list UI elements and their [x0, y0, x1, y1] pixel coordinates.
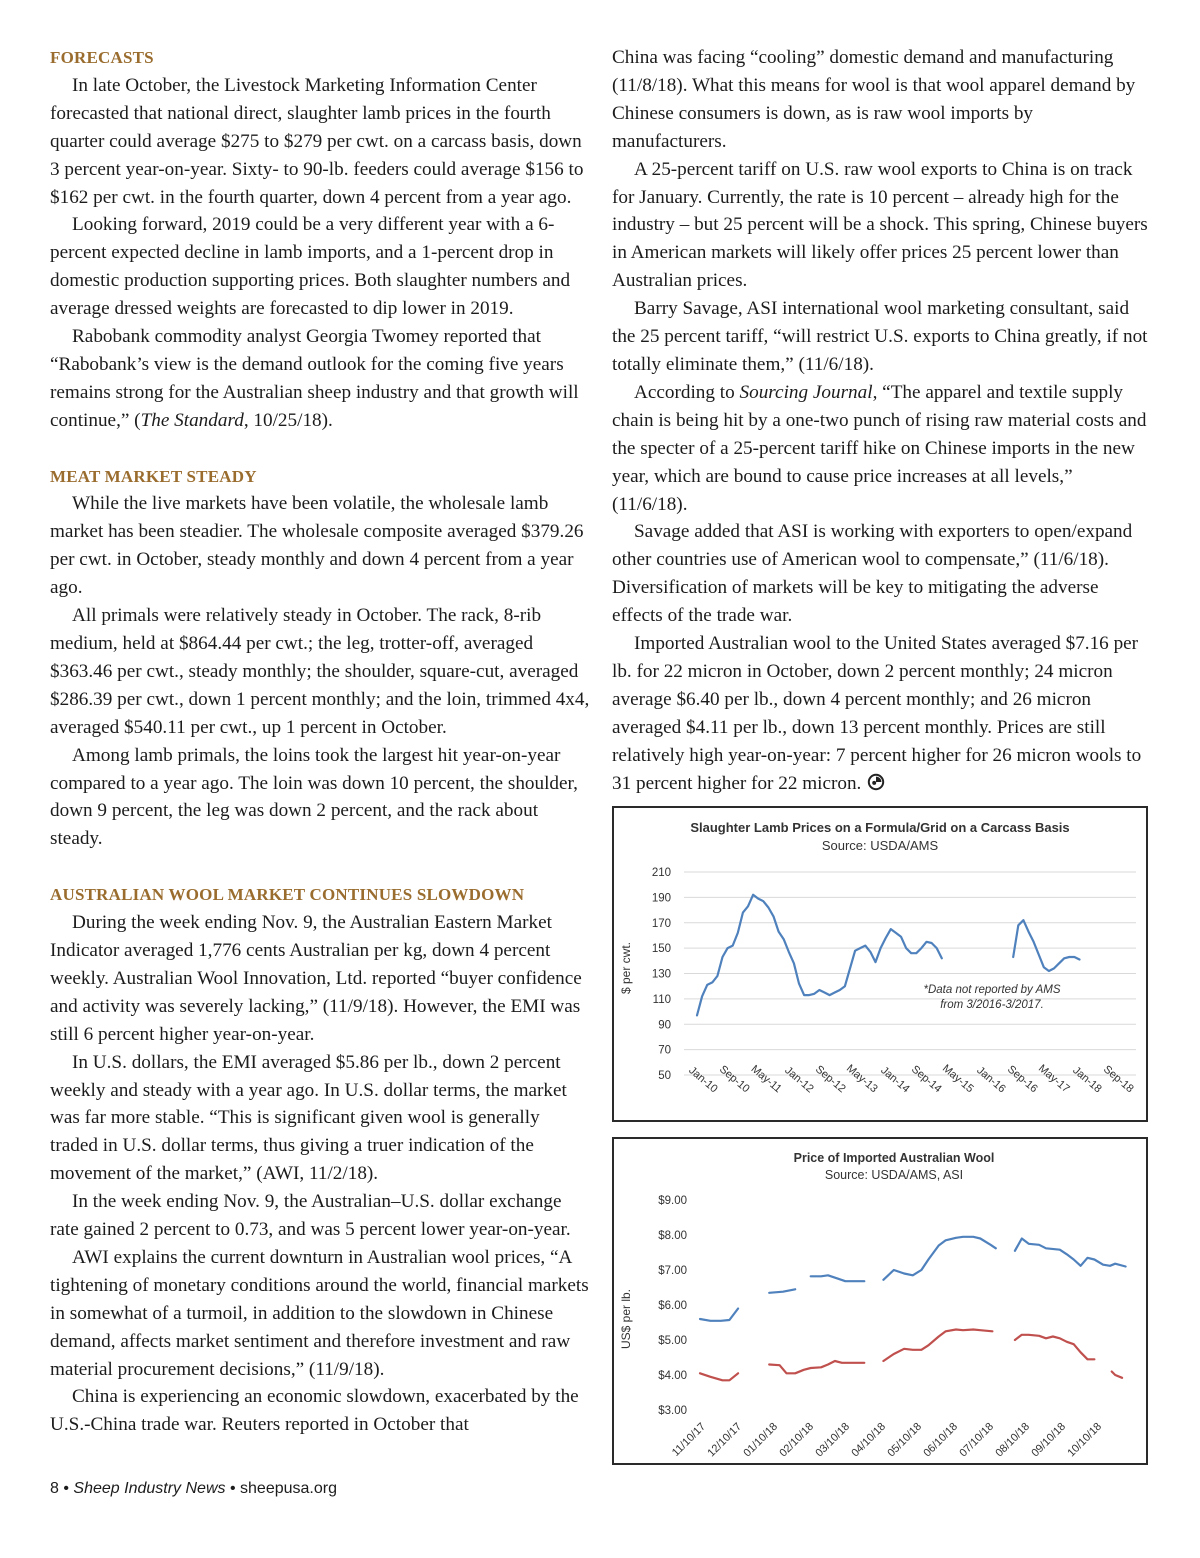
y-tick-label: $4.00: [658, 1370, 687, 1382]
website-link[interactable]: sheepusa.org: [240, 1480, 337, 1497]
paragraph: Savage added that ASI is working with exporters to open/expand other countries use of American wool to compensate,” (11/6/18). Diversification of markets will be key to mitigating the adverse effects of the trade war.: [612, 521, 1133, 627]
y-tick-label: $8.00: [658, 1230, 687, 1242]
x-tick-label: Jan-14: [878, 1064, 912, 1096]
paragraph: [50, 323, 590, 435]
x-tick-label: 06/10/18: [921, 1420, 961, 1460]
paragraph: China is experiencing an economic slowdown, exacerbated by the U.S.-China trade war. Reuters reported in October that: [50, 1386, 579, 1436]
paragraph: [612, 379, 1152, 519]
chart-subtitle: Source: USDA/AMS: [821, 838, 939, 853]
x-tick-label: May-17: [1035, 1062, 1072, 1096]
publication-name: Sheep Industry News: [73, 1480, 226, 1497]
paragraph-continued: China was facing “cooling” domestic demand and manufacturing (11/8/18). What this means for wool is that wool apparel demand by Chinese consumers is down, as is raw wool imports by manufacturers.: [612, 47, 1136, 152]
x-tick-label: May-15: [939, 1062, 976, 1096]
series-line: [883, 1237, 995, 1280]
paragraph: A 25-percent tariff on U.S. raw wool exports to China is on track for January. Currently, the rate is 10 percent – already high for the industry – but 25 percent will be a shock. This spring, Chinese buyers in American markets will likely offer prices 25 percent lower than Australian prices.: [612, 158, 1148, 292]
chart-title: Slaughter Lamb Prices on a Formula/Grid on a Carcass Basis: [690, 820, 1070, 835]
paragraph: During the week ending Nov. 9, the Australian Eastern Market Indicator averaged 1,776 cents Australian per kg, down 4 percent weekly. Australian Wool Innovation, Ltd. reported “buyer confidence and activity was severely lacking,” (11/9/18). However, the EMI was still 6 percent higher year-on-year.: [50, 912, 582, 1045]
x-tick-label: 05/10/18: [885, 1420, 925, 1460]
y-tick-label: 110: [652, 993, 671, 1006]
series-line: [1015, 1335, 1095, 1360]
x-tick-label: 08/10/18: [993, 1420, 1033, 1460]
series-line: [1015, 1239, 1126, 1267]
separator: •: [229, 1480, 236, 1497]
x-tick-label: 01/10/18: [741, 1420, 781, 1460]
chart-svg: [614, 1139, 1146, 1463]
x-tick-label: May-11: [748, 1063, 784, 1096]
x-tick-label: Sep-18: [1100, 1063, 1136, 1096]
series-line: [1112, 1372, 1122, 1378]
series-line: [697, 895, 942, 1016]
y-tick-label: $6.00: [658, 1300, 687, 1312]
text-run: According to: [634, 381, 740, 403]
y-tick-label: 150: [651, 943, 671, 956]
section-heading-forecasts: FORECASTS: [50, 48, 154, 67]
page-number: 8: [50, 1480, 59, 1497]
x-tick-label: 10/10/18: [1065, 1420, 1105, 1460]
x-tick-label: May-13: [843, 1062, 880, 1096]
source-title: The Standard: [140, 409, 244, 431]
end-mark-icon: [867, 773, 885, 791]
text-run: Imported Australian wool to the United States averaged $7.16 per lb. for 22 micron in October, down 2 percent monthly; 24 micron average $6.40 per lb., down 4 percent monthly; and 26 micron averaged $4.11 per lb., down 13 percent monthly. Prices are still relatively high year-on-year: 7 percent higher for 26 micron wools to 31 percent higher for 22 micron.: [612, 633, 1142, 794]
series-line: [811, 1275, 865, 1281]
series-line: [769, 1361, 864, 1373]
series-line: [700, 1309, 738, 1321]
paragraph: All primals were relatively steady in October. The rack, 8-rib medium, held at $864.44 per cwt.; the leg, trotter-off, averaged $363.46 per cwt., steady monthly; the shoulder, square-cut, averaged $286.39 per cwt., down 1 percent monthly; and the loin, trimmed 4x4, averaged $540.11 per cwt., up 1 percent in October.: [50, 605, 590, 738]
chart-svg: [614, 808, 1146, 1120]
x-tick-label: Sep-12: [812, 1063, 848, 1096]
y-tick-label: $7.00: [658, 1265, 687, 1277]
paragraph: While the live markets have been volatile, the wholesale lamb market has been steadier. The wholesale composite averaged $379.26 per cwt. in October, steady monthly and down 4 percent from a year ago.: [50, 493, 584, 599]
series-line: [1013, 920, 1079, 971]
text-run: Rabobank commodity analyst Georgia Twomey reported that “Rabobank’s view is the demand outlook for the coming five years remains strong for the Australian sheep industry and that growth will continue,” (: [50, 326, 579, 431]
y-axis-label: US$ per lb.: [619, 1288, 633, 1350]
section-heading-meat-market: MEAT MARKET STEADY: [50, 466, 257, 486]
x-tick-label: Jan-16: [974, 1064, 1008, 1096]
y-tick-label: 70: [658, 1044, 671, 1057]
x-tick-label: 09/10/18: [1029, 1420, 1069, 1460]
x-tick-label: Sep-14: [908, 1063, 944, 1096]
left-column: [50, 44, 590, 1439]
x-tick-label: 12/10/17: [705, 1420, 745, 1460]
paragraph: In U.S. dollars, the EMI averaged $5.86 per lb., down 2 percent weekly and steady with a year ago. In U.S. dollar terms, the market was far more stable. “This is significant given wool is generally traded in U.S. dollar terms, thus giving a truer indication of the movement of the market,” (AWI, 11/2/18).: [50, 1051, 567, 1185]
y-tick-label: 170: [651, 917, 671, 930]
x-tick-label: 11/10/17: [669, 1420, 709, 1459]
y-tick-label: 50: [658, 1070, 671, 1082]
section-heading-australian-wool: AUSTRALIAN WOOL MARKET CONTINUES SLOWDOWN: [50, 885, 525, 905]
y-tick-label: $5.00: [658, 1335, 687, 1347]
paragraph: In late October, the Livestock Marketing Information Center forecasted that national direct, slaughter lamb prices in the fourth quarter could average $275 to $279 per cwt. on a carcass basis, down 3 percent year-on-year. Sixty- to 90-lb. feeders could average $156 to $162 per cwt. in the fourth quarter, down 4 percent from a year ago.: [50, 74, 584, 208]
y-tick-label: $3.00: [658, 1405, 687, 1417]
y-tick-label: 90: [658, 1019, 671, 1032]
y-axis-label: $ per cwt.: [619, 941, 633, 995]
right-column: [612, 44, 1152, 797]
text-run: , “The apparel and textile supply chain is being hit by a one-two punch of rising raw material costs and the specter of a 25-percent tariff hike on Chinese imports in the new year, which are bound to cause price increases at all levels,” (11/6/18).: [612, 381, 1147, 515]
chart-annotation: from 3/2016-3/2017.: [940, 999, 1044, 1011]
x-tick-label: Jan-18: [1070, 1064, 1104, 1096]
series-line: [883, 1330, 992, 1362]
x-tick-label: 02/10/18: [777, 1420, 817, 1460]
text-run: , 10/25/18).: [243, 409, 333, 431]
slaughter-lamb-price-chart: [612, 806, 1148, 1122]
series-line: [700, 1373, 738, 1380]
imported-wool-price-chart: [612, 1137, 1148, 1465]
series-line: [769, 1289, 795, 1293]
page-footer: [50, 1480, 337, 1498]
paragraph: Looking forward, 2019 could be a very different year with a 6-percent expected decline in lamb imports, and a 1-percent drop in domestic production supporting prices. Both slaughter numbers and average dressed weights are forecasted to dip lower in 2019.: [50, 214, 571, 320]
x-tick-label: Sep-10: [716, 1063, 752, 1096]
paragraph: AWI explains the current downturn in Australian wool prices, “A tightening of monetary conditions around the world, financial markets in somewhat of a turmoil, in addition to the slowdown in Chinese demand, affects market sentiment and therefore investment and raw material procurement decisions,” (11/9/18).: [50, 1246, 589, 1380]
x-tick-label: 07/10/18: [957, 1420, 997, 1460]
x-tick-label: 04/10/18: [849, 1420, 889, 1460]
separator: •: [63, 1480, 69, 1497]
paragraph: Barry Savage, ASI international wool marketing consultant, said the 25 percent tariff, “will restrict U.S. exports to China greatly, if not totally eliminate them,” (11/6/18).: [612, 298, 1148, 375]
y-tick-label: 190: [651, 892, 671, 905]
x-tick-label: Jan-10: [686, 1064, 720, 1096]
y-tick-label: 210: [651, 867, 671, 879]
y-tick-label: $9.00: [658, 1195, 687, 1207]
chart-title: Price of Imported Australian Wool: [793, 1151, 995, 1165]
chart-subtitle: Source: USDA/AMS, ASI: [824, 1168, 964, 1182]
source-title: Sourcing Journal: [739, 381, 873, 403]
x-tick-label: 03/10/18: [813, 1420, 853, 1460]
x-tick-label: Jan-12: [782, 1064, 816, 1096]
y-tick-label: 130: [651, 968, 671, 981]
x-tick-label: Sep-16: [1004, 1063, 1040, 1096]
paragraph: Among lamb primals, the loins took the largest hit year-on-year compared to a year ago. The loin was down 10 percent, the shoulder, down 9 percent, the leg was down 2 percent, and the rack about steady.: [50, 744, 578, 850]
paragraph: In the week ending Nov. 9, the Australian–U.S. dollar exchange rate gained 2 percent to 0.73, and was 5 percent lower year-on-year.: [50, 1191, 571, 1241]
chart-annotation: *Data not reported by AMS: [923, 984, 1061, 996]
paragraph: [612, 630, 1152, 797]
